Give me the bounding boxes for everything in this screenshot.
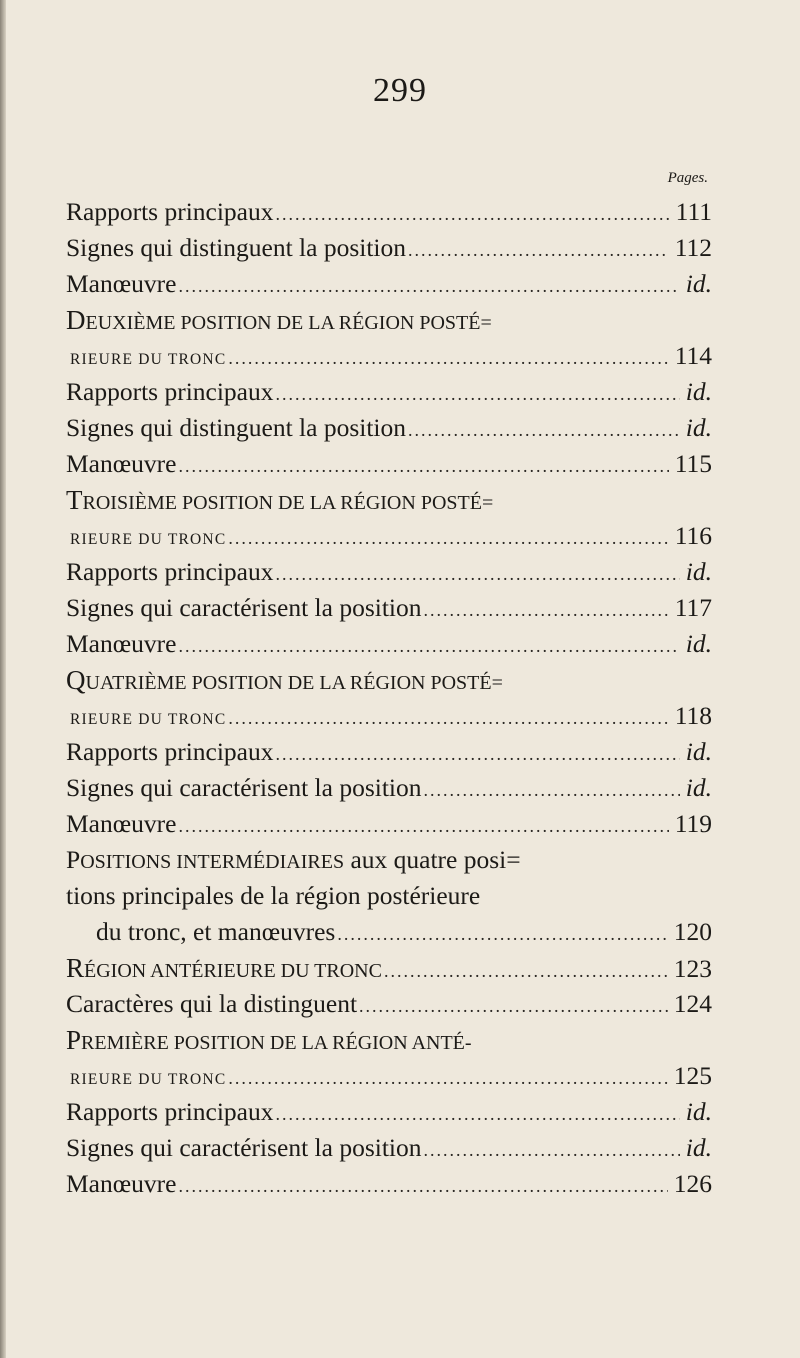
toc-entry-page: 125 <box>673 1061 712 1090</box>
toc-entry <box>66 1130 712 1166</box>
toc-entry-text: Rapports principaux <box>66 737 274 766</box>
toc-entry-text: Rapports principaux <box>66 377 274 406</box>
toc-entry <box>66 698 712 734</box>
toc-entry-text: Manœuvre <box>66 269 177 298</box>
toc-entry-text: Rapports principaux <box>66 557 274 586</box>
toc-entry-page: 111 <box>675 197 712 226</box>
toc-entry-label <box>66 230 406 266</box>
toc-entry-text: ROISIÈME POSITION DE LA RÉGION POSTÉ= <box>82 492 494 514</box>
toc-entry-label <box>70 702 226 738</box>
toc-entry-text: Caractères qui la distinguent <box>66 989 358 1018</box>
toc-entry <box>66 734 712 770</box>
toc-entry-page: id. <box>685 557 712 586</box>
toc-entry-label <box>66 266 176 302</box>
toc-entry-label <box>70 1062 226 1098</box>
toc-entry-text: EUXIÈME POSITION DE LA RÉGION POSTÉ= <box>85 312 492 334</box>
toc-entry-text: Rapports principaux <box>66 1097 274 1126</box>
toc-entry-initial: P <box>66 1025 82 1055</box>
toc-entry <box>66 914 712 950</box>
toc-entry <box>66 1058 712 1094</box>
toc-entry-page: id. <box>685 413 712 442</box>
toc-entry-initial: R <box>66 953 85 983</box>
toc-entry-text: ÉGION ANTÉRIEURE DU TRONC <box>84 960 382 982</box>
toc-entry <box>66 986 712 1022</box>
dot-leader <box>337 916 667 952</box>
dot-leader <box>408 412 680 448</box>
toc-entry <box>66 338 712 374</box>
pages-column-label: Pages. <box>667 170 708 186</box>
dot-leader <box>276 556 680 592</box>
toc-entry-page: 117 <box>674 593 712 622</box>
dot-leader <box>178 1168 667 1204</box>
toc-entry-label <box>66 770 422 806</box>
dot-leader <box>424 772 680 808</box>
toc-entry-text: Manœuvre <box>66 629 177 658</box>
toc-entry <box>66 806 712 842</box>
toc-entry-page: id. <box>685 1097 712 1126</box>
dot-leader <box>276 376 680 412</box>
dot-leader <box>276 736 680 772</box>
toc-entry-page: id. <box>685 737 712 766</box>
dot-leader <box>178 628 679 664</box>
toc-entry-text: Manœuvre <box>66 1169 177 1198</box>
toc-entry <box>66 842 712 878</box>
dot-leader <box>228 340 668 376</box>
dot-leader <box>178 268 679 304</box>
toc-entry-page: id. <box>685 269 712 298</box>
toc-entry-label <box>66 1022 472 1061</box>
dot-leader <box>228 1060 667 1096</box>
toc-entry <box>66 374 712 410</box>
toc-entry-label <box>66 1166 176 1202</box>
toc-entry-label <box>66 374 274 410</box>
toc-entry-text: RIEURE DU TRONC <box>70 1071 227 1088</box>
toc-entry-page: 118 <box>674 701 712 730</box>
toc-entry-page: 120 <box>673 917 712 946</box>
toc-entry-label <box>96 914 335 950</box>
toc-entry-page: 123 <box>673 954 712 983</box>
toc-entry <box>66 230 712 266</box>
toc-entry-label <box>66 806 176 842</box>
toc-entry-label <box>66 881 480 910</box>
dot-leader <box>178 448 668 484</box>
toc-entry <box>66 1022 712 1058</box>
toc-entry-page: 124 <box>673 989 712 1018</box>
toc-entry <box>66 302 712 338</box>
toc-entry-page: id. <box>685 773 712 802</box>
toc-entry-text: RIEURE DU TRONC <box>70 531 227 548</box>
toc-entry-text: RIEURE DU TRONC <box>70 351 227 368</box>
toc-entry-page: 116 <box>674 521 712 550</box>
toc-entry-page: id. <box>685 377 712 406</box>
dot-leader <box>384 953 668 989</box>
dot-leader <box>276 196 670 232</box>
toc-entry-page: 115 <box>674 449 712 478</box>
toc-entry-initial: P <box>66 845 81 874</box>
toc-entry-page: 112 <box>674 233 712 262</box>
toc-entry-text: Signes qui distinguent la position <box>66 233 407 262</box>
toc-entry <box>66 950 712 986</box>
toc-entry <box>66 878 712 914</box>
toc-entry-page: 114 <box>674 341 712 370</box>
dot-leader <box>424 592 669 628</box>
toc-entry-initial: Q <box>66 665 86 695</box>
toc-entry <box>66 1166 712 1202</box>
toc-entry-text: OSITIONS INTERMÉDIAIRES <box>80 851 345 873</box>
toc-entry-label <box>70 522 226 558</box>
toc-entry-page: id. <box>685 1133 712 1162</box>
toc-entry-label <box>70 342 226 378</box>
dot-leader <box>408 232 669 268</box>
toc-entry <box>66 1094 712 1130</box>
toc-entry-label <box>66 302 492 341</box>
toc-entry-label <box>66 662 503 701</box>
toc-entry <box>66 626 712 662</box>
toc-entry-text: REMIÈRE POSITION DE LA RÉGION ANTÉ- <box>81 1032 472 1054</box>
toc-entry-text: UATRIÈME POSITION DE LA RÉGION POSTÉ= <box>85 672 503 694</box>
dot-leader <box>228 520 668 556</box>
toc-entry-text: tions principales de la région postérieure <box>66 881 481 910</box>
dot-leader <box>276 1096 680 1132</box>
toc-entry-text: Signes qui caractérisent la position <box>66 1133 422 1162</box>
page-edge <box>0 0 6 1358</box>
toc-entry-text: Manœuvre <box>66 449 177 478</box>
table-of-contents <box>66 194 712 1202</box>
toc-entry <box>66 410 712 446</box>
toc-entry-page: 126 <box>673 1169 712 1198</box>
toc-entry-initial: T <box>66 485 83 515</box>
toc-entry <box>66 446 712 482</box>
toc-entry-text-rest: aux quatre posi= <box>344 845 521 874</box>
toc-entry-initial: D <box>66 305 86 335</box>
toc-entry-text: Signes qui caractérisent la position <box>66 773 422 802</box>
toc-entry-page: id. <box>685 629 712 658</box>
toc-entry-text: du tronc, et manœuvres <box>96 917 336 946</box>
toc-entry-text: Signes qui caractérisent la position <box>66 593 422 622</box>
toc-entry-label <box>66 410 406 446</box>
toc-entry-label <box>66 194 274 230</box>
toc-entry <box>66 518 712 554</box>
toc-entry <box>66 662 712 698</box>
toc-entry-label <box>66 1130 422 1166</box>
dot-leader <box>178 808 668 844</box>
page-number: 299 <box>373 72 427 109</box>
toc-entry-label <box>66 590 422 626</box>
toc-entry-label <box>66 1094 274 1130</box>
toc-entry-label <box>66 842 521 880</box>
toc-entry-label <box>66 734 274 770</box>
dot-leader <box>424 1132 680 1168</box>
toc-entry-text: Manœuvre <box>66 809 177 838</box>
dot-leader <box>228 700 668 736</box>
toc-entry-text: Rapports principaux <box>66 197 274 226</box>
toc-entry <box>66 554 712 590</box>
toc-entry <box>66 194 712 230</box>
toc-entry-label <box>66 554 274 590</box>
toc-entry-page: 119 <box>674 809 712 838</box>
toc-entry <box>66 590 712 626</box>
toc-entry-label <box>66 626 176 662</box>
dot-leader <box>359 988 668 1024</box>
toc-entry <box>66 482 712 518</box>
toc-entry-text: RIEURE DU TRONC <box>70 711 227 728</box>
toc-entry-label <box>66 986 357 1022</box>
toc-entry-label <box>66 482 493 521</box>
toc-entry-text: Signes qui distinguent la position <box>66 413 407 442</box>
toc-entry <box>66 266 712 302</box>
toc-entry-label <box>66 950 382 989</box>
toc-entry-label <box>66 446 176 482</box>
toc-entry <box>66 770 712 806</box>
